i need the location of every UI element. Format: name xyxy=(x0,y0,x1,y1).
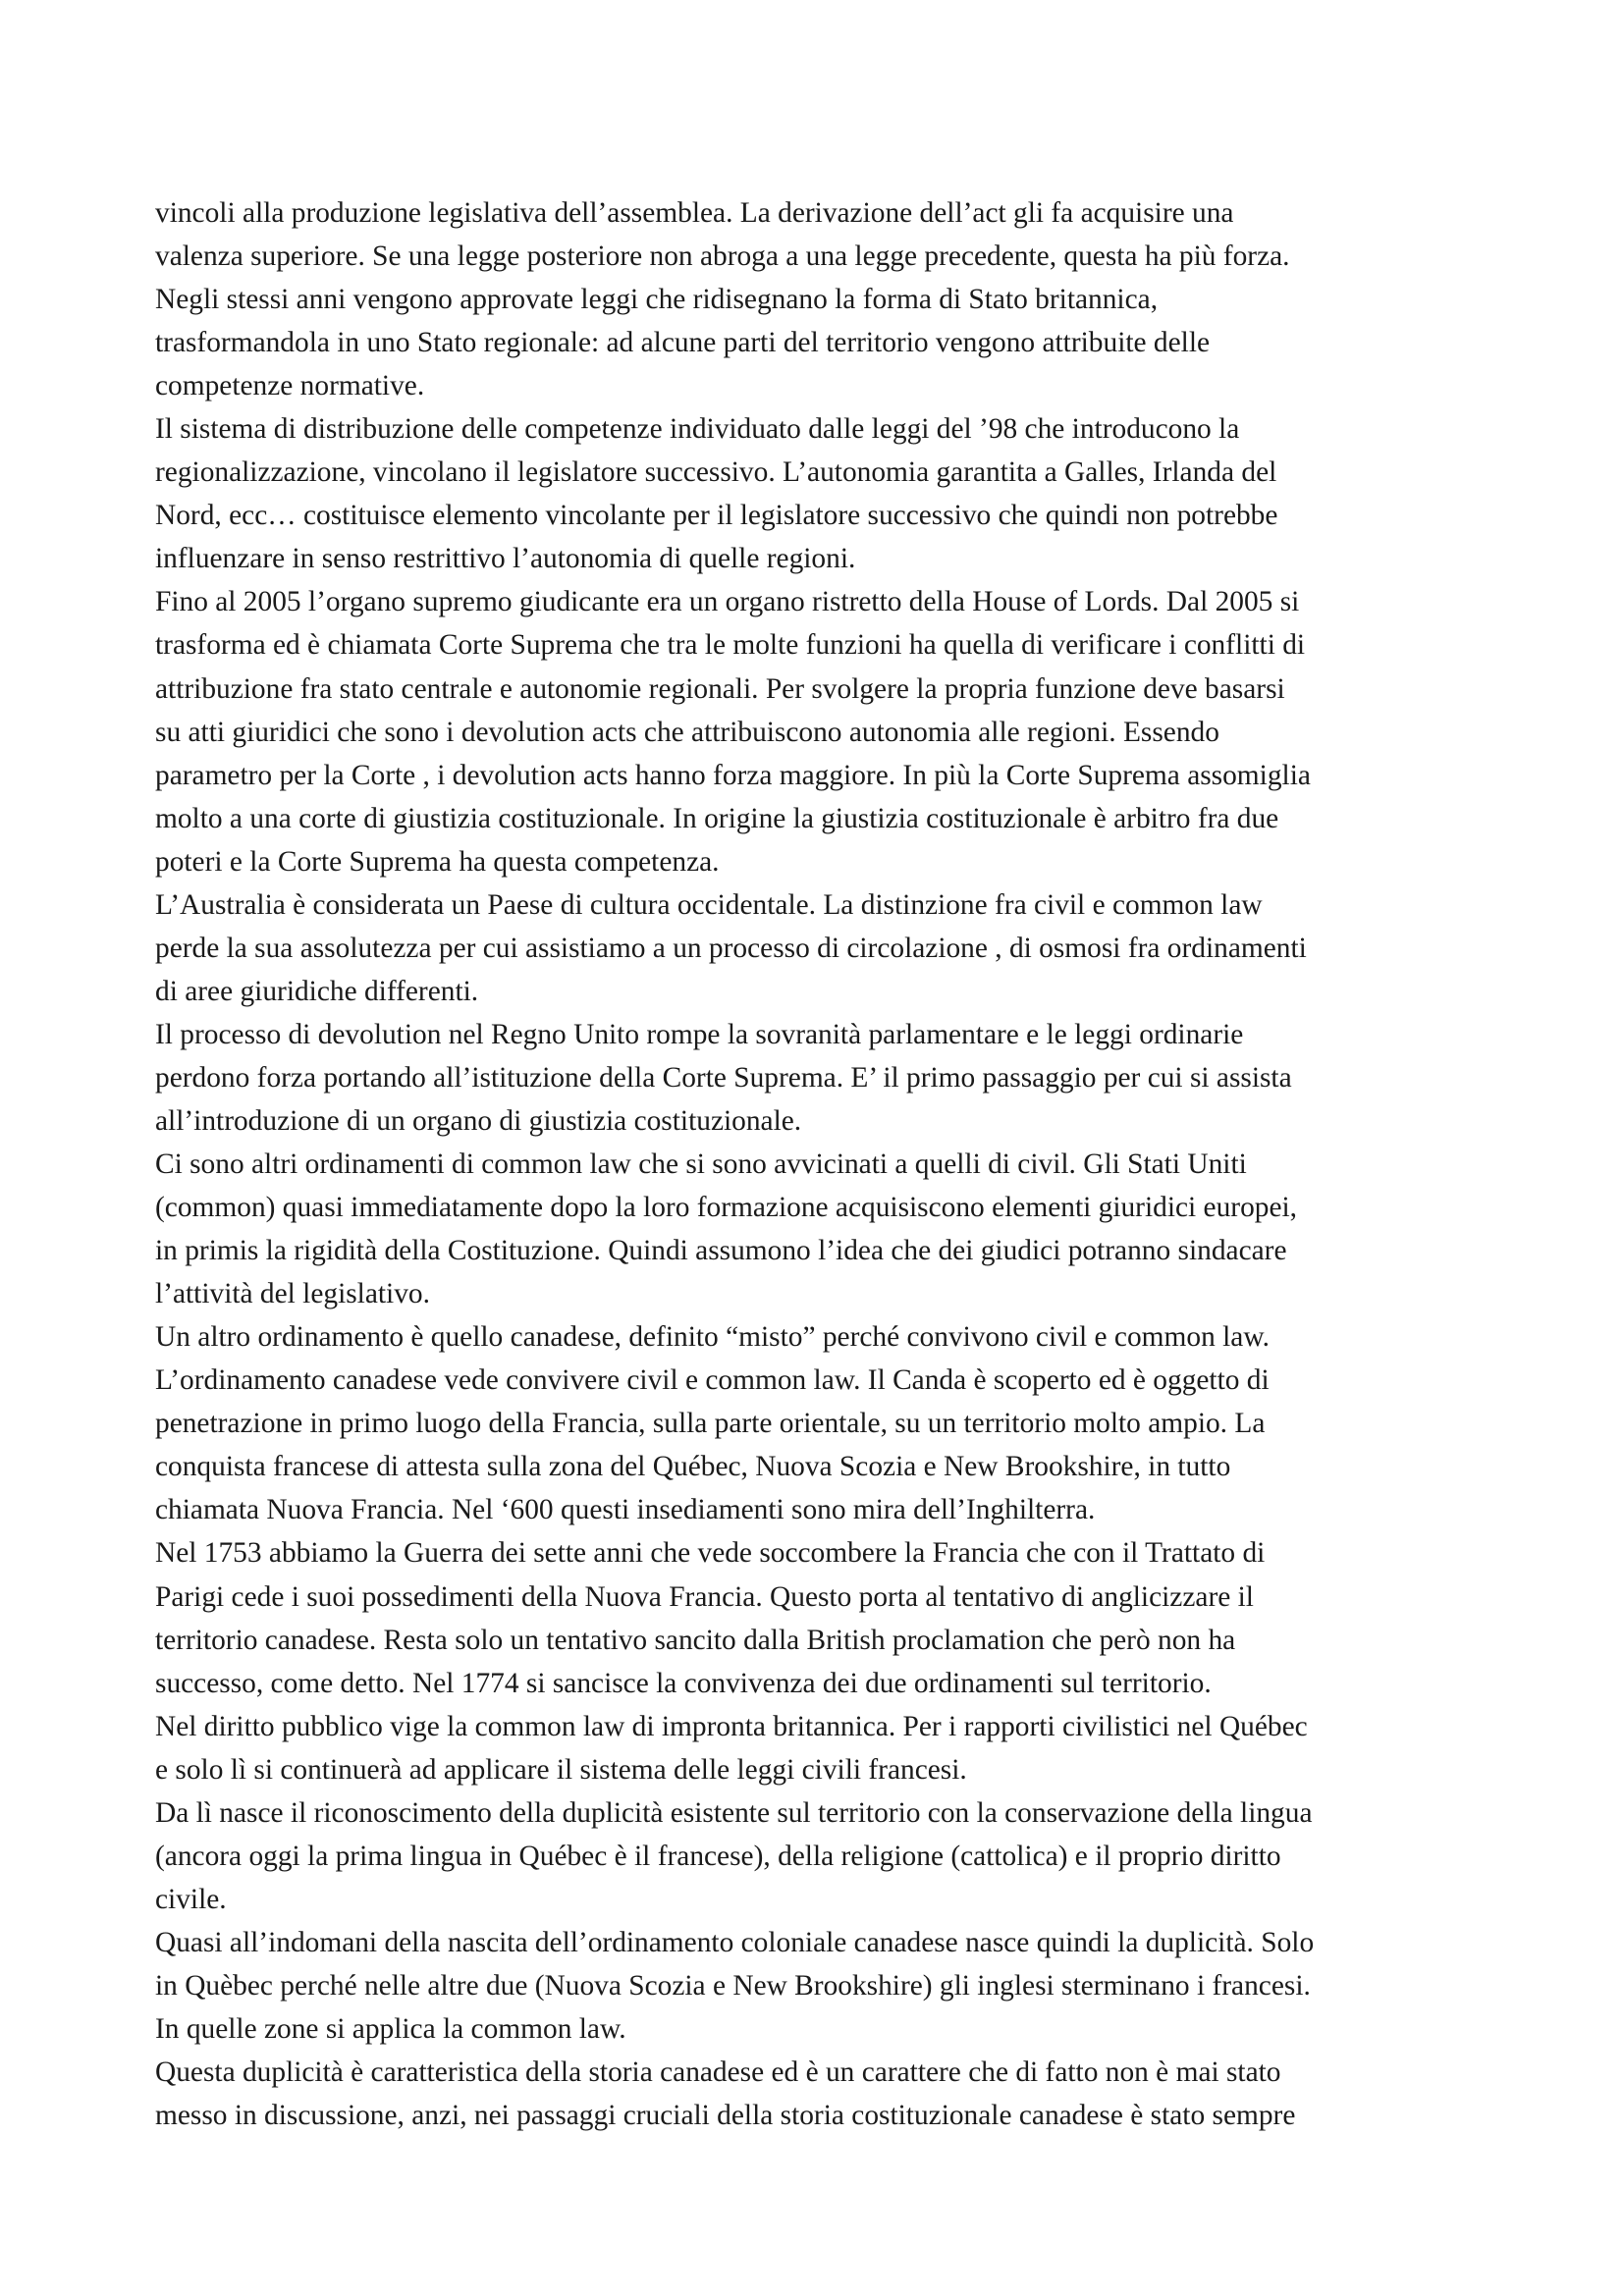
text-line: chiamata Nuova Francia. Nel ‘600 questi insediamenti sono mira dell’Inghilterra. xyxy=(155,1494,1096,1526)
text-line: Nel diritto pubblico vige la common law di impronta britannica. Per i rapporti civilistici nel Québec xyxy=(155,1710,1308,1742)
text-line: vincoli alla produzione legislativa dell’assemblea. La derivazione dell’act gli fa acquisire una xyxy=(155,197,1234,229)
text-line: Un altro ordinamento è quello canadese, definito “misto” perché convivono civil e common law. xyxy=(155,1321,1270,1354)
text-line: attribuzione fra stato centrale e autonomie regionali. Per svolgere la propria funzione deve basarsi xyxy=(155,672,1285,705)
text-line: di aree giuridiche differenti. xyxy=(155,975,479,1007)
text-line: (common) quasi immediatamente dopo la loro formazione acquisiscono elementi giuridici europei, xyxy=(155,1192,1298,1224)
text-line: Il sistema di distribuzione delle competenze individuato dalle leggi del ’98 che introducono la xyxy=(155,413,1240,446)
text-line: influenzare in senso restrittivo l’autonomia di quelle regioni. xyxy=(155,543,856,575)
text-line: in Quèbec perché nelle altre due (Nuova Scozia e New Brookshire) gli inglesi sterminano i francesi. xyxy=(155,1969,1311,2002)
text-line: Da lì nasce il riconoscimento della duplicità esistente sul territorio con la conservazione della lingua xyxy=(155,1796,1313,1829)
text-line: messo in discussione, anzi, nei passaggi cruciali della storia costituzionale canadese è stato sempre xyxy=(155,2100,1296,2132)
text-line: trasforma ed è chiamata Corte Suprema che tra le molte funzioni ha quella di verificare i conflitti di xyxy=(155,629,1306,662)
text-line: Il processo di devolution nel Regno Unito rompe la sovranità parlamentare e le leggi ordinarie xyxy=(155,1018,1244,1050)
text-line: su atti giuridici che sono i devolution acts che attribuiscono autonomia alle regioni. Essendo xyxy=(155,716,1219,748)
text-line: perdono forza portando all’istituzione della Corte Suprema. E’ il primo passaggio per cui si assista xyxy=(155,1061,1292,1094)
text-line: all’introduzione di un organo di giustizia costituzionale. xyxy=(155,1104,802,1137)
text-line: molto a una corte di giustizia costituzionale. In origine la giustizia costituzionale è arbitro fra due xyxy=(155,802,1279,834)
text-line: penetrazione in primo luogo della Francia, sulla parte orientale, su un territorio molto ampio. La xyxy=(155,1408,1266,1440)
text-line: Nord, ecc… costituisce elemento vincolante per il legislatore successivo che quindi non potrebbe xyxy=(155,500,1278,532)
text-line: Quasi all’indomani della nascita dell’ordinamento coloniale canadese nasce quindi la duplicità. Solo xyxy=(155,1926,1315,1958)
text-line: poteri e la Corte Suprema ha questa competenza. xyxy=(155,845,720,878)
text-line: regionalizzazione, vincolano il legislatore successivo. L’autonomia garantita a Galles, Irlanda del xyxy=(155,456,1277,489)
text-line: Parigi cede i suoi possedimenti della Nuova Francia. Questo porta al tentativo di anglicizzare il xyxy=(155,1580,1254,1613)
text-line: L’ordinamento canadese vede convivere civil e common law. Il Canda è scoperto ed è oggetto di xyxy=(155,1364,1270,1397)
text-line: conquista francese di attesta sulla zona del Québec, Nuova Scozia e New Brookshire, in tutto xyxy=(155,1451,1231,1483)
text-line: (ancora oggi la prima lingua in Québec è il francese), della religione (cattolica) e il proprio diritto xyxy=(155,1840,1281,1872)
document-text xyxy=(155,191,1471,2137)
text-line: Nel 1753 abbiamo la Guerra dei sette anni che vede soccombere la Francia che con il Trattato di xyxy=(155,1537,1266,1570)
text-line: civile. xyxy=(155,1883,227,1915)
text-line: Questa duplicità è caratteristica della storia canadese ed è un carattere che di fatto non è mai stato xyxy=(155,2056,1281,2089)
text-line: parametro per la Corte , i devolution acts hanno forza maggiore. In più la Corte Suprema assomiglia xyxy=(155,759,1311,791)
text-line: L’Australia è considerata un Paese di cultura occidentale. La distinzione fra civil e common law xyxy=(155,888,1263,921)
text-line: territorio canadese. Resta solo un tentativo sancito dalla British proclamation che però non ha xyxy=(155,1624,1236,1656)
text-line: Fino al 2005 l’organo supremo giudicante era un organo ristretto della House of Lords. Dal 2005 si xyxy=(155,586,1300,618)
text-line: perde la sua assolutezza per cui assistiamo a un processo di circolazione , di osmosi fra ordinamenti xyxy=(155,932,1307,964)
text-line: in primis la rigidità della Costituzione. Quindi assumono l’idea che dei giudici potranno sindacare xyxy=(155,1235,1287,1267)
text-line: valenza superiore. Se una legge posteriore non abroga a una legge precedente, questa ha più forza. xyxy=(155,240,1290,273)
text-line: e solo lì si continuerà ad applicare il sistema delle leggi civili francesi. xyxy=(155,1753,967,1786)
text-line: successo, come detto. Nel 1774 si sancisce la convivenza dei due ordinamenti sul territorio. xyxy=(155,1667,1212,1699)
text-line: l’attività del legislativo. xyxy=(155,1278,430,1310)
text-line: trasformandola in uno Stato regionale: ad alcune parti del territorio vengono attribuite delle xyxy=(155,327,1211,359)
text-line: In quelle zone si applica la common law. xyxy=(155,2012,626,2045)
text-line: Negli stessi anni vengono approvate leggi che ridisegnano la forma di Stato britannica, xyxy=(155,284,1159,316)
text-line: Ci sono altri ordinamenti di common law che si sono avvicinati a quelli di civil. Gli Stati Uniti xyxy=(155,1148,1247,1181)
text-line: competenze normative. xyxy=(155,370,425,402)
